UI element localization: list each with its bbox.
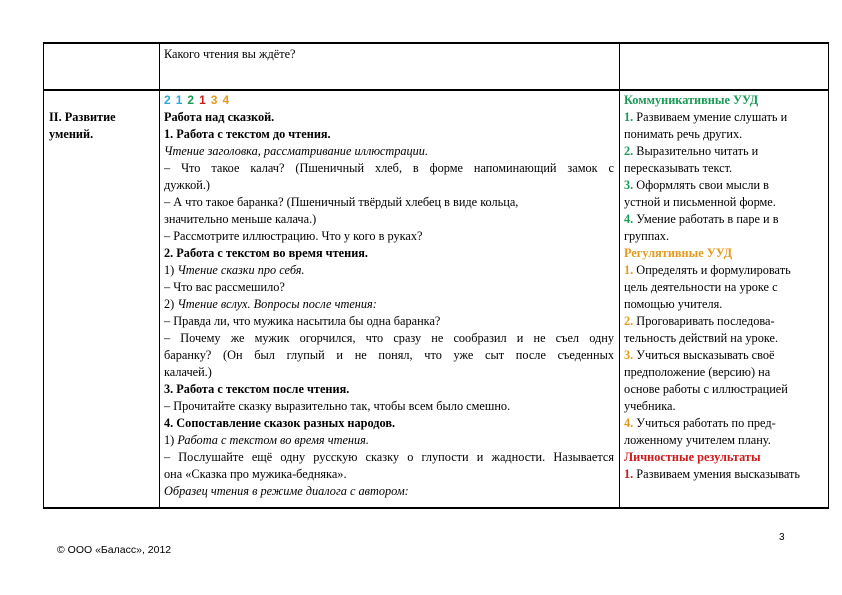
outcome-text: Развиваем умение слушать и [633, 110, 788, 124]
skill-digit: 2 [187, 93, 195, 107]
body-text: – Почему же мужик огорчился, что сразу не сообразил и не съел одну [164, 331, 614, 345]
instruction-text: Работа с текстом во время чтения. [177, 433, 369, 447]
outcome-text: учебника. [624, 399, 676, 413]
outcome-text: понимать речь других. [624, 127, 743, 141]
body-text: – А что такое баранка? (Пшеничный твёрдый хлебец в виде кольца, [164, 195, 519, 209]
table-bottom-border [43, 507, 829, 509]
outcome-text: Развиваем умения высказывать [633, 467, 801, 481]
stage-title [49, 109, 116, 143]
outcome-text: пересказывать текст. [624, 161, 733, 175]
body-text: – Послушайте ещё одну русскую сказку о глупости и жадности. Называется [164, 450, 614, 464]
section-heading: 2. Работа с текстом во время чтения. [164, 246, 369, 260]
outcome-text: Проговаривать последова- [633, 314, 775, 328]
outcome-text: предположение (версию) на [624, 365, 771, 379]
instruction-text: Образец чтения в режиме диалога с автором: [164, 484, 409, 498]
outcome-number: 2. [624, 314, 634, 328]
outcome-text: основе работы с иллюстрацией [624, 382, 788, 396]
body-text: калачей.) [164, 365, 212, 379]
outcome-heading: Личностные результаты [624, 450, 761, 464]
stage-title-line: умений. [49, 127, 94, 141]
outcome-text: Умение работать в паре и в [633, 212, 779, 226]
outcome-number: 4. [624, 212, 634, 226]
body-text: – Прочитайте сказку выразительно так, чтобы всем было смешно. [164, 399, 511, 413]
outcome-item [624, 466, 826, 483]
body-text: – Что такое калач? (Пшеничный хлеб, в форме напоминающий замок с [164, 161, 614, 175]
outcome-item [624, 347, 826, 364]
body-text: она «Сказка про мужика-бедняка». [164, 467, 347, 481]
outcome-number: 1. [624, 263, 634, 277]
outcome-text: помощью учителя. [624, 297, 723, 311]
outcome-number: 4. [624, 416, 634, 430]
outcome-item [624, 177, 826, 194]
body-text: баранку? (Он был глупый и не понял, что уже сыт после съеденных [164, 348, 614, 362]
question-text: Какого чтения вы ждёте? [164, 47, 296, 61]
row1-question [164, 46, 296, 63]
outcome-number: 1. [624, 110, 634, 124]
skill-digit: 1 [199, 93, 206, 107]
outcome-text: Оформлять свои мысли в [633, 178, 769, 192]
skill-digit: 1 [175, 93, 183, 107]
page-number: 3 [779, 532, 785, 543]
list-number: 2) [164, 297, 178, 311]
section-heading: 3. Работа с текстом после чтения. [164, 382, 350, 396]
outcome-text: Определять и формулировать [633, 263, 791, 277]
outcome-item [624, 313, 826, 330]
column-divider [619, 42, 620, 509]
skill-digit: 4 [222, 93, 230, 107]
outcome-text: цель деятельности на уроке с [624, 280, 778, 294]
outcome-text: Выразительно читать и [633, 144, 759, 158]
outcome-text: тельность действий на уроке. [624, 331, 779, 345]
outcome-number: 2. [624, 144, 634, 158]
body-text: – Что вас рассмешило? [164, 280, 285, 294]
instruction-text: Чтение сказки про себя. [177, 263, 305, 277]
learning-outcomes [624, 92, 826, 483]
outcome-text: группах. [624, 229, 670, 243]
lesson-table [43, 42, 829, 509]
body-text [164, 432, 614, 449]
list-number: 1) [164, 433, 178, 447]
list-number: 1) [164, 263, 178, 277]
outcome-item [624, 109, 826, 126]
instruction-text: Чтение заголовка, рассматривание иллюстрации. [164, 144, 429, 158]
section-heading: 1. Работа с текстом до чтения. [164, 127, 331, 141]
body-text [164, 262, 614, 279]
outcome-item [624, 143, 826, 160]
outcome-text: Учиться высказывать своё [633, 348, 775, 362]
outcome-number: 1. [624, 467, 634, 481]
copyright-footer: © ООО «Баласс», 2012 [57, 544, 172, 556]
instruction-text: Чтение вслух. Вопросы после чтения: [177, 297, 377, 311]
body-text: – Рассмотрите иллюстрацию. Что у кого в руках? [164, 229, 423, 243]
outcome-number: 3. [624, 348, 634, 362]
outcome-text: ложенному учителем плану. [624, 433, 771, 447]
body-text [164, 296, 614, 313]
skill-digit: 3 [210, 93, 218, 107]
outcome-item [624, 211, 826, 228]
stage-title-line: II. Развитие [49, 110, 116, 124]
skill-digit: 2 [164, 93, 171, 107]
lesson-content [164, 92, 614, 500]
outcome-heading: Регулятивные УУД [624, 246, 733, 260]
skill-digits [164, 92, 614, 109]
row-divider [43, 89, 829, 91]
column-divider [159, 42, 160, 509]
body-text: – Правда ли, что мужика насытила бы одна баранка? [164, 314, 441, 328]
body-text: дужкой.) [164, 178, 210, 192]
section-heading: Работа над сказкой. [164, 110, 275, 124]
table-top-border [43, 42, 829, 44]
body-text: значительно меньше калача.) [164, 212, 317, 226]
table-right-border [828, 42, 829, 509]
outcome-text: Учиться работать по пред- [633, 416, 776, 430]
outcome-number: 3. [624, 178, 634, 192]
section-heading: 4. Сопоставление сказок разных народов. [164, 416, 396, 430]
outcome-text: устной и письменной форме. [624, 195, 776, 209]
outcome-heading: Коммуникативные УУД [624, 93, 759, 107]
outcome-item [624, 262, 826, 279]
outcome-item [624, 415, 826, 432]
table-left-border [43, 42, 44, 509]
